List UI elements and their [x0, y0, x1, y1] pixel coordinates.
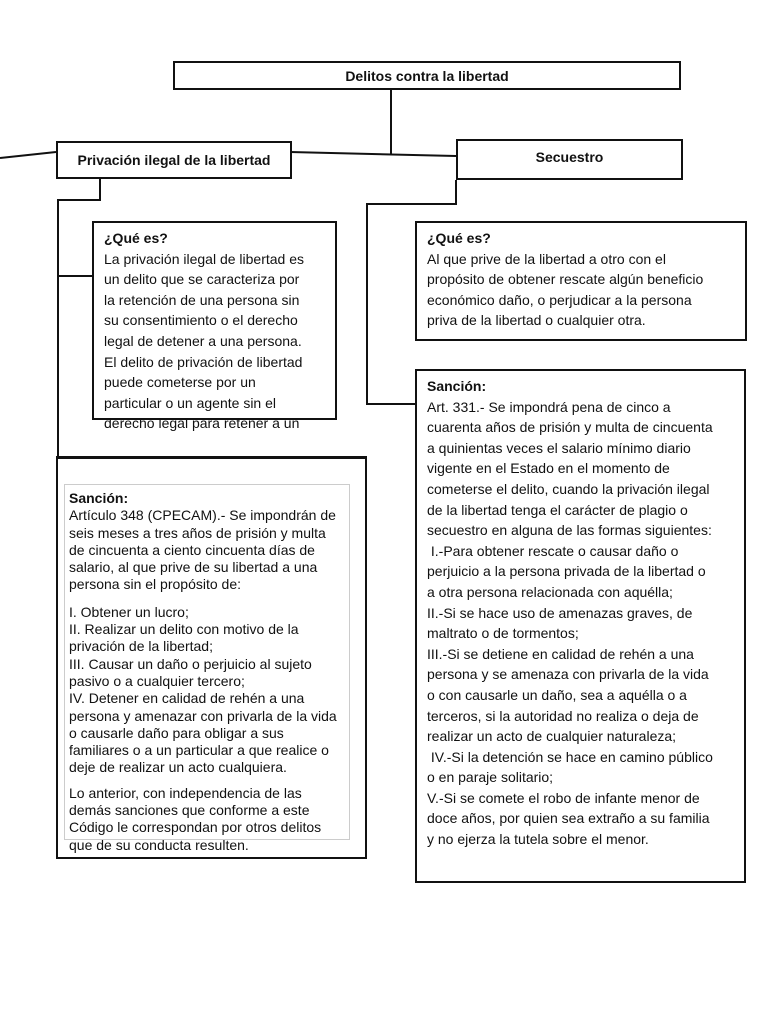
privacion-sancion-heading: Sanción:: [69, 490, 129, 506]
text-line: Lo anterior, con independencia de las: [69, 784, 302, 801]
privacion-title: Privación ilegal de la libertad: [77, 152, 271, 168]
list-item: deje de realizar un acto cualquiera.: [69, 759, 287, 776]
secuestro-sancion-text: [427, 397, 734, 850]
secuestro-definition-heading: ¿Qué es?: [427, 230, 491, 246]
secuestro-definition-box: [415, 221, 747, 341]
root-title: Delitos contra la libertad: [345, 67, 509, 84]
secuestro-node: [456, 139, 683, 180]
privacion-definition-heading: ¿Qué es?: [104, 230, 168, 246]
text-line: perjuicio a la persona privada de la libertad o: [427, 563, 706, 580]
secuestro-definition-text: [427, 249, 735, 331]
text-line: propósito de obtener rescate algún beneficio: [427, 271, 704, 288]
text-line: de cincuenta a ciento cincuenta días de: [69, 541, 315, 558]
text-line: puede cometerse por un: [104, 374, 256, 391]
text-line: salario, al que prive de su libertad a una: [69, 559, 318, 576]
text-line: demás sanciones que conforme a este: [69, 802, 310, 819]
text-line: doce años, por quien sea extraño a su familia: [427, 810, 710, 827]
text-line: económico daño, o perjudicar a la persona: [427, 291, 692, 308]
text-line: cometerse el delito, cuando la privación ilegal: [427, 480, 710, 497]
privacion-definition-box: [92, 221, 337, 432]
list-item: persona y amenazar con privarla de la vida: [69, 707, 337, 724]
privacion-sancion-intro: [69, 507, 345, 593]
list-item: III. Causar un daño o perjuicio al sujeto: [69, 655, 312, 672]
list-item: familiares o a un particular a que realice o: [69, 742, 329, 759]
list-item: pasivo o a cualquier tercero;: [69, 672, 245, 689]
text-line: La privación ilegal de libertad es: [104, 250, 305, 267]
privacion-sancion-items: [69, 604, 345, 777]
list-item: o causarle daño para obligar a sus: [69, 724, 284, 741]
text-line: a quinientas veces el salario mínimo diario: [427, 439, 691, 456]
text-line: I.-Para obtener rescate o causar daño o: [427, 542, 679, 559]
text-line: IV.-Si la detención se hace en camino público: [427, 748, 713, 765]
text-line: V.-Si se comete el robo de infante menor de: [427, 789, 700, 806]
text-line: de la libertad tenga el carácter de plagio o: [427, 501, 688, 518]
text-line: persona sin el propósito de:: [69, 576, 241, 593]
text-line: vigente en el Estado en el momento de: [427, 460, 670, 477]
text-line: maltrato o de tormentos;: [427, 625, 579, 642]
text-line: Código le correspondan por otros delitos: [69, 819, 322, 836]
text-line: Artículo 348 (CPECAM).- Se impondrán de: [69, 507, 336, 524]
text-line: secuestro en alguna de las formas siguientes:: [427, 522, 712, 539]
text-line: derecho legal para retener a un: [104, 415, 300, 432]
text-line: persona y se amenaza con privarla de la vida: [427, 666, 709, 683]
text-line: la retención de una persona sin: [104, 291, 300, 308]
privacion-definition-text: [104, 249, 325, 434]
branch-join-line: [290, 152, 456, 156]
text-line: particular o un agente sin el: [104, 394, 276, 411]
root-node: [173, 61, 681, 90]
privacion-sancion-closing: [69, 785, 345, 854]
secuestro-sancion-box: [415, 369, 746, 883]
text-line: su consentimiento o el derecho: [104, 312, 298, 329]
privacion-sancion-document: [64, 484, 350, 853]
text-line: un delito que se caracteriza por: [104, 271, 300, 288]
text-line: El delito de privación de libertad: [104, 353, 303, 370]
text-line: Al que prive de la libertad a otro con el: [427, 250, 666, 267]
text-line: que de su conducta resulten.: [69, 836, 249, 853]
text-line: o con causarle un daño, sea a aquélla o a: [427, 686, 687, 703]
secuestro-sancion-heading: Sanción:: [427, 378, 487, 394]
text-line: III.-Si se detiene en calidad de rehén a una: [427, 645, 694, 662]
text-line: II.-Si se hace uso de amenazas graves, de: [427, 604, 693, 621]
privacion-node: [56, 141, 292, 179]
text-line: o en paraje solitario;: [427, 769, 554, 786]
left-offpage-line: [0, 152, 56, 158]
list-item: privación de la libertad;: [69, 638, 213, 655]
list-item: IV. Detener en calidad de rehén a una: [69, 690, 305, 707]
text-line: realizar un acto de cualquier naturaleza;: [427, 728, 677, 745]
text-line: y no ejerza la tutela sobre el menor.: [427, 831, 649, 848]
text-line: terceros, si la autoridad no realiza o deja de: [427, 707, 699, 724]
list-item: II. Realizar un delito con motivo de la: [69, 621, 299, 638]
text-line: a otra persona relacionada con aquélla;: [427, 583, 673, 600]
text-line: Art. 331.- Se impondrá pena de cinco a: [427, 398, 671, 415]
text-line: legal de detener a una persona.: [104, 332, 302, 349]
list-item: I. Obtener un lucro;: [69, 603, 189, 620]
text-line: priva de la libertad o cualquier otra.: [427, 312, 646, 329]
text-line: cuarenta años de prisión y multa de cincuenta: [427, 419, 713, 436]
text-line: seis meses a tres años de prisión y multa: [69, 524, 326, 541]
secuestro-title: Secuestro: [535, 149, 604, 165]
